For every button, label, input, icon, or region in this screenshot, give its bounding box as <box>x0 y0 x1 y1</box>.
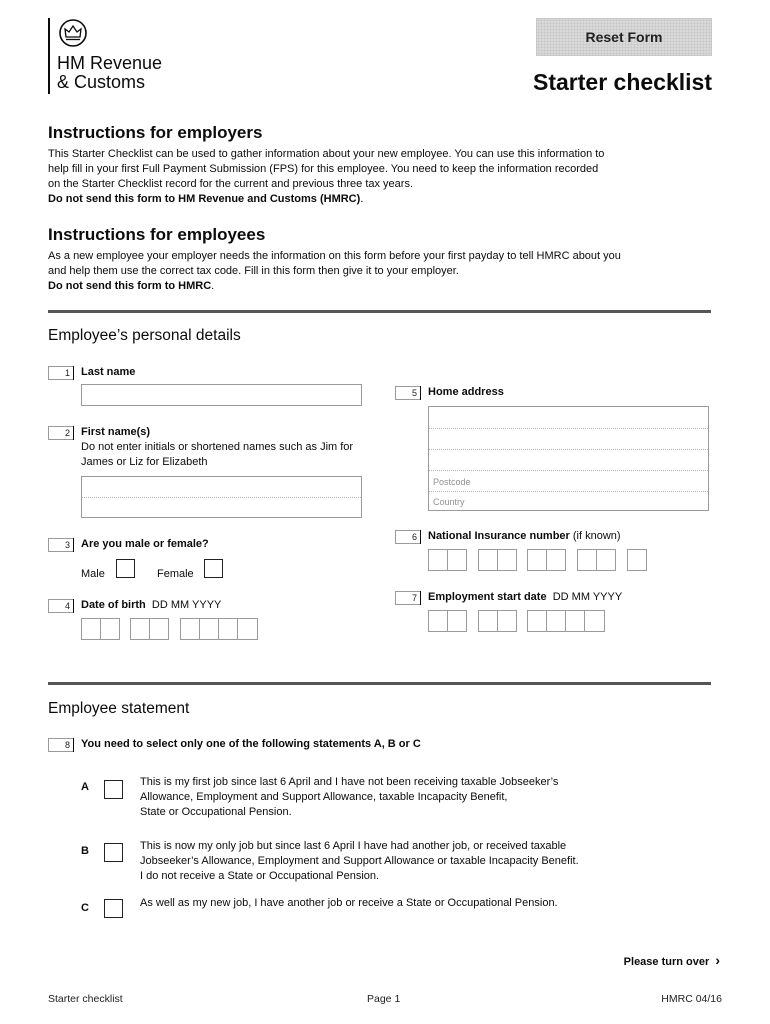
statement-c-checkbox[interactable] <box>104 899 123 918</box>
start-date-label-text: Employment start date <box>428 591 547 603</box>
statement-a-letter <box>81 780 89 795</box>
statement-b-letter <box>81 844 89 859</box>
reset-form-button[interactable]: Reset Form <box>536 18 712 56</box>
question-number-5: 5 <box>395 386 420 400</box>
start-digit-y1[interactable] <box>527 610 547 632</box>
start-digit-m1[interactable] <box>478 610 498 632</box>
statement-c-line-1: As well as my new job, I have another job or receive a State or Occupational Pension. <box>140 897 558 909</box>
date-of-birth-label-text: Date of birth <box>81 599 146 611</box>
employee-warning-end: . <box>211 280 215 292</box>
dob-digit-y3[interactable] <box>218 618 238 640</box>
ni-number-label-text: National Insurance number <box>428 530 570 542</box>
statement-b-line-3: I do not receive a State or Occupational Pension. <box>140 870 380 882</box>
ni-number-label <box>428 529 621 544</box>
dob-digit-y1[interactable] <box>180 618 200 640</box>
personal-details-title: Employee’s personal details <box>48 327 241 344</box>
statement-b-line-2: Jobseeker’s Allowance, Employment and Support Allowance or taxable Incapacity Benefit. <box>140 855 579 867</box>
statement-a-checkbox[interactable] <box>104 780 123 799</box>
first-names-field <box>81 476 362 518</box>
start-digit-d1[interactable] <box>428 610 448 632</box>
statement-c-letter-text: C <box>81 902 89 914</box>
country-input[interactable]: Country <box>429 491 708 511</box>
chevron-right-icon: › <box>715 952 720 968</box>
ni-char-7[interactable] <box>577 549 597 571</box>
question-number-7: 7 <box>395 591 420 605</box>
start-digit-y3[interactable] <box>565 610 585 632</box>
statement-instruction-text: You need to select only one of the following statements A, B or C <box>81 738 421 750</box>
date-of-birth-input <box>81 618 261 640</box>
employer-warning-end: . <box>360 193 364 205</box>
question-number-8: 8 <box>48 738 73 752</box>
dob-digit-y2[interactable] <box>199 618 219 640</box>
first-names-label <box>81 425 371 470</box>
please-turn-over <box>624 952 720 968</box>
dob-digit-d2[interactable] <box>100 618 120 640</box>
male-checkbox[interactable] <box>116 559 135 578</box>
date-of-birth-format: DD MM YYYY <box>151 599 222 611</box>
home-address-field <box>428 406 709 511</box>
dob-digit-m1[interactable] <box>130 618 150 640</box>
statement-a-text <box>140 775 558 820</box>
female-option-label: Female <box>157 568 194 580</box>
employee-instructions-warning <box>48 279 628 294</box>
employer-warning-bold: Do not send this form to HM Revenue and Customs (HMRC) <box>48 193 361 205</box>
address-line-1-input[interactable] <box>429 407 708 428</box>
dob-digit-y4[interactable] <box>237 618 258 640</box>
question-number-6: 6 <box>395 530 420 544</box>
statement-instruction <box>81 737 421 752</box>
start-date-input <box>428 610 608 632</box>
footer-page-number: Page 1 <box>367 993 401 1005</box>
ni-number-input <box>428 549 628 571</box>
ni-char-1[interactable] <box>428 549 448 571</box>
statement-c-text <box>140 896 558 911</box>
department-line-2: & Customs <box>57 72 146 92</box>
last-name-label <box>81 365 135 380</box>
home-address-label <box>428 385 504 400</box>
section-divider <box>48 310 711 313</box>
question-number-1: 1 <box>48 366 73 380</box>
ni-number-label-suffix: (if known) <box>572 530 621 542</box>
footer-form-name: Starter checklist <box>48 993 123 1005</box>
employee-instructions-heading: Instructions for employees <box>48 225 266 244</box>
first-names-label-text: First name(s) <box>81 426 151 438</box>
department-line-1: HM Revenue <box>57 53 163 73</box>
dob-digit-m2[interactable] <box>149 618 169 640</box>
employer-instructions-heading: Instructions for employers <box>48 123 263 142</box>
last-name-input[interactable] <box>81 384 362 406</box>
ni-char-6[interactable] <box>546 549 566 571</box>
start-digit-y2[interactable] <box>546 610 566 632</box>
question-number-2: 2 <box>48 426 73 440</box>
start-digit-y4[interactable] <box>584 610 605 632</box>
logo-rule <box>48 18 50 94</box>
royal-crest-icon <box>57 18 89 48</box>
statement-b-checkbox[interactable] <box>104 843 123 862</box>
employee-warning-bold: Do not send this form to HMRC <box>48 280 212 292</box>
date-of-birth-label <box>81 598 221 613</box>
statement-b-text <box>140 839 579 884</box>
start-date-label <box>428 590 622 605</box>
postcode-input[interactable]: Postcode <box>429 470 708 491</box>
employer-instructions-body: This Starter Checklist can be used to gather information about your new employee. You can use this information to help fill in your first Full Payment Submission (FPS) for this employee. You need to keep the information recorded on the Starter Checklist record for the current and previous three tax years. <box>48 148 605 190</box>
ni-char-8[interactable] <box>596 549 616 571</box>
question-number-3: 3 <box>48 538 73 552</box>
document-title: Starter checklist <box>533 69 712 95</box>
statement-a-line-1: This is my first job since last 6 April and I have not been receiving taxable Jobseeker’s <box>140 776 559 788</box>
gender-label <box>81 537 209 552</box>
please-turn-over-text: Please turn over <box>623 956 710 968</box>
start-date-format: DD MM YYYY <box>552 591 623 603</box>
male-option-label: Male <box>81 568 105 580</box>
last-name-label-text: Last name <box>81 366 136 378</box>
gender-label-text: Are you male or female? <box>81 538 209 550</box>
address-line-3-input[interactable] <box>429 449 708 470</box>
statement-b-line-1: This is now my only job but since last 6 April I have had another job, or received taxable <box>140 840 567 852</box>
ni-char-4[interactable] <box>497 549 517 571</box>
ni-char-3[interactable] <box>478 549 498 571</box>
statement-c-letter <box>81 901 89 916</box>
statement-a-line-2: Allowance, Employment and Support Allowance, taxable Incapacity Benefit, <box>140 791 508 803</box>
first-names-input-line-2[interactable] <box>82 497 361 517</box>
statement-a-letter-text: A <box>81 781 89 793</box>
question-number-4: 4 <box>48 599 73 613</box>
ni-char-9[interactable] <box>627 549 647 571</box>
start-digit-m2[interactable] <box>497 610 517 632</box>
female-checkbox[interactable] <box>204 559 223 578</box>
section-divider <box>48 682 711 685</box>
home-address-label-text: Home address <box>428 386 504 398</box>
employee-instructions-text <box>48 249 628 294</box>
first-names-input-line-1[interactable] <box>82 477 361 497</box>
department-name <box>57 54 162 92</box>
ni-char-2[interactable] <box>447 549 467 571</box>
footer-form-reference: HMRC 04/16 <box>661 993 722 1005</box>
employee-instructions-body: As a new employee your employer needs the information on this form before your first payday to tell HMRC about you and help them use the correct tax code. Fill in this form then give it to your employer. <box>48 250 621 277</box>
start-digit-d2[interactable] <box>447 610 467 632</box>
dob-digit-d1[interactable] <box>81 618 101 640</box>
statement-b-letter-text: B <box>81 845 89 857</box>
employer-instructions-warning <box>48 192 608 207</box>
first-names-hint: Do not enter initials or shortened names such as Jim for James or Liz for Elizabeth <box>81 441 354 468</box>
ni-char-5[interactable] <box>527 549 547 571</box>
statement-a-line-3: State or Occupational Pension. <box>140 806 292 818</box>
employee-statement-title: Employee statement <box>48 700 190 717</box>
address-line-2-input[interactable] <box>429 428 708 449</box>
employer-instructions-text <box>48 147 608 207</box>
